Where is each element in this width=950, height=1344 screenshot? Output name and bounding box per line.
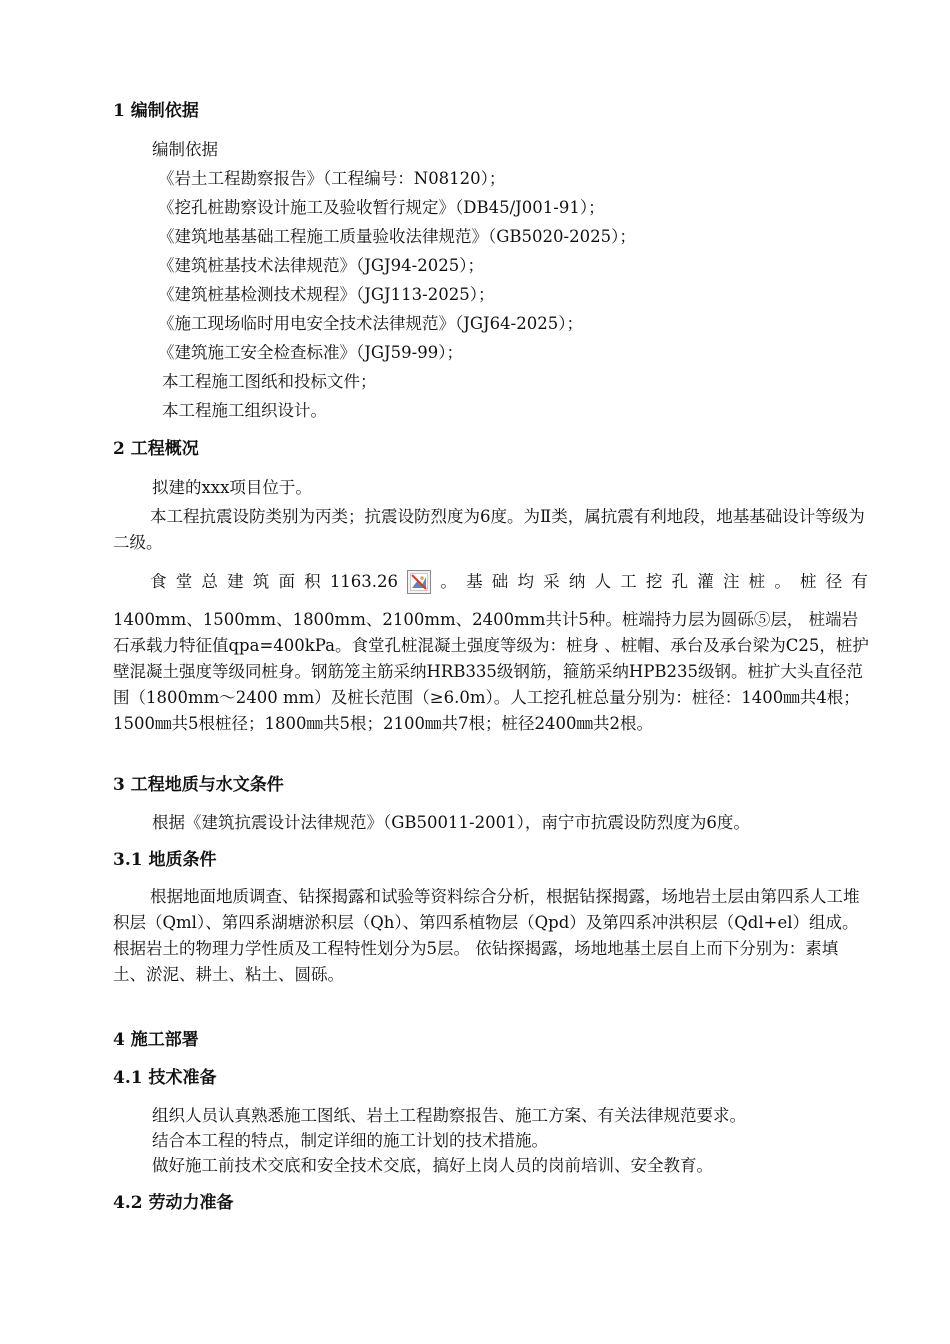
geology-paragraph-2-text: 根据地面地质调查、钻探揭露和试验等资料综合分析，根据钻探揭露，场地岩土层由第四系人工堆积层（Qml）、第四系湖塘淤积层（Qh）、第四系植物层（Qpd）及第四系冲洪积层（Qdl+el）组成。根据岩土的物理力学性质及工程特性划分为5层。 依钻探揭露，场地地基土层自上而下分别为：素填土、淤泥、耕土、粘土、圆砾。	[113, 887, 860, 984]
text-char: 径	[825, 572, 843, 591]
text-char: 桩	[800, 572, 817, 591]
text-char: 。	[440, 572, 457, 591]
reference-item: 《岩土工程勘察报告》（工程编号：N08120）；	[158, 169, 506, 188]
section-4-heading: 4 施工部署	[113, 1030, 199, 1050]
text-char: 桩	[748, 572, 766, 591]
text-char: 工	[620, 572, 637, 591]
overview-paragraph-1: 拟建的xxx项目位于。	[152, 478, 312, 497]
text-char: 均	[517, 572, 534, 591]
text-char: 纳	[568, 572, 586, 591]
text-char: 人	[594, 572, 612, 591]
text-char: 总	[201, 572, 218, 591]
text-char: 采	[543, 572, 560, 591]
text-char: 积	[304, 572, 321, 591]
technical-prep-item: 组织人员认真熟悉施工图纸、岩土工程勘察报告、施工方案、有关法律规范要求。	[152, 1106, 746, 1125]
reference-item: 《建筑桩基检测技术规程》（JGJ113-2025）；	[158, 285, 495, 304]
overview-paragraph-3-first-line	[150, 570, 868, 594]
text-char: 灌	[697, 572, 714, 591]
text-char: 。	[774, 572, 791, 591]
section-1-heading: 1 编制依据	[113, 101, 199, 121]
overview-paragraph-2-text: 本工程抗震设防类别为丙类；抗震设防烈度为6度。为Ⅱ类，属抗震有利地段，地基基础设计等级为二级。	[113, 507, 865, 552]
reference-item: 《建筑施工安全检查标准》（JGJ59-99）；	[158, 343, 463, 362]
reference-item: 本工程施工图纸和投标文件；	[162, 372, 377, 391]
text-char: 基	[466, 572, 483, 591]
geology-paragraph-1: 根据《建筑抗震设计法律规范》（GB50011-2001），南宁市抗震设防烈度为6度。	[152, 813, 750, 832]
text-char: 注	[722, 572, 740, 591]
geology-paragraph-2	[113, 884, 870, 988]
text-char: 筑	[252, 572, 270, 591]
text-char: 食	[150, 572, 167, 591]
overview-paragraph-3-rest: 1400mm、1500mm、1800mm、2100mm、2400mm共计5种。桩端持力层为圆砾⑤层， 桩端岩石承载力特征值qpa=400kPa。食堂孔桩混凝土强度等级为：桩身 、桩帽、承台及承台梁为C25，桩护壁混凝土强度等级同桩身。钢筋笼主筋采纳HRB335级钢筋，箍筋采纳HPB235级钢。桩扩大头直径范围（1800mm～2400 mm）及桩长范围（≥6.0m）。人工挖孔桩总量分别为：桩径：1400㎜共4根；1500㎜共5根桩径；1800㎜共5根；2100㎜共7根；桩径2400㎜共2根。	[113, 610, 869, 733]
technical-prep-item: 做好施工前技术交底和安全技术交底，搞好上岗人员的岗前培训、安全教育。	[152, 1156, 713, 1175]
reference-item: 《建筑桩基技术法律规范》（JGJ94-2025）；	[158, 256, 484, 275]
broken-image-icon	[407, 570, 431, 594]
text-char: 孔	[671, 572, 689, 591]
technical-prep-item: 结合本工程的特点，制定详细的施工计划的技术措施。	[152, 1131, 548, 1150]
section-4-2-heading: 4.2 劳动力准备	[113, 1193, 234, 1213]
reference-item: 《建筑地基基础工程施工质量验收法律规范》（GB5020-2025）；	[158, 227, 636, 246]
section-3-1-heading: 3.1 地质条件	[113, 850, 217, 870]
section-4-1-heading: 4.1 技术准备	[113, 1068, 217, 1088]
reference-item: 《施工现场临时用电安全技术法律规范》（JGJ64-2025）；	[158, 314, 583, 333]
text-char: 面	[278, 572, 295, 591]
text-number: 1163.26	[329, 572, 399, 591]
reference-item: 《挖孔桩勘察设计施工及验收暂行规定》（DB45/J001-91）；	[158, 198, 605, 217]
reference-item: 本工程施工组织设计。	[162, 401, 327, 420]
text-char: 础	[491, 572, 509, 591]
overview-paragraph-2	[113, 504, 870, 556]
text-char: 建	[227, 572, 244, 591]
section-2-heading: 2 工程概况	[113, 439, 199, 459]
text-char: 挖	[645, 572, 663, 591]
text-char: 有	[851, 572, 868, 591]
section-1-subheading: 编制依据	[152, 140, 218, 159]
text-char: 堂	[175, 572, 193, 591]
section-3-heading: 3 工程地质与水文条件	[113, 775, 284, 795]
